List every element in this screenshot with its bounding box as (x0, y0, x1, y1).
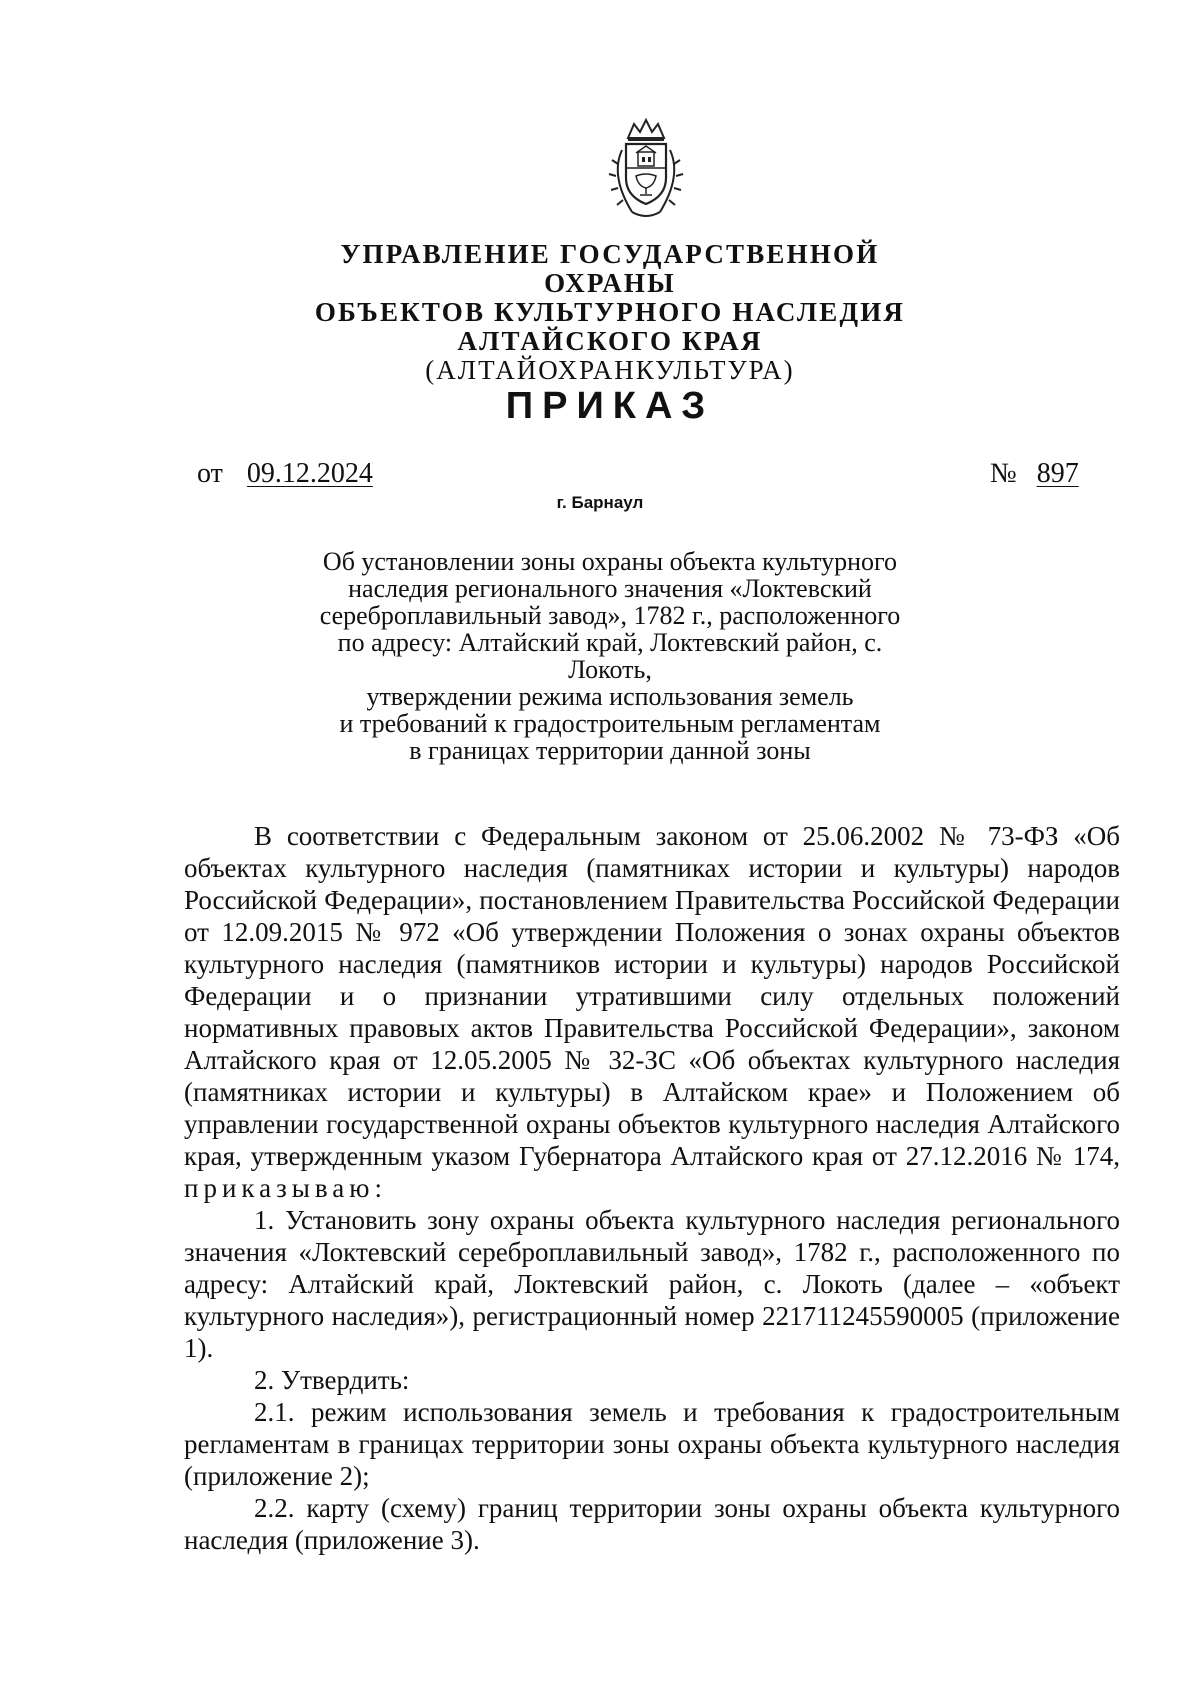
document-type-title: ПРИКАЗ (505, 385, 715, 427)
order-item-2-1: 2.1. режим использования земель и требования к градостроительным регламентам в границах территории зоны охраны объекта культурного наследия (приложение 2); (184, 1397, 1120, 1491)
order-number-field (990, 458, 1079, 490)
subject-line: утверждении режима использования земель (366, 682, 854, 711)
order-subject (300, 548, 920, 764)
preamble-paragraph (184, 820, 1120, 1204)
order-date: 09.12.2024 (246, 458, 373, 489)
subject-line: наследия регионального значения «Локтевский (348, 574, 872, 603)
order-item-2: 2. Утвердить: (254, 1365, 410, 1395)
order-item-2-2: 2.2. карту (схему) границ территории зоны охраны объекта культурного наследия (приложение 3). (184, 1493, 1120, 1555)
org-short-name: (АЛТАЙОХРАНКУЛЬТУРА) (425, 355, 795, 385)
org-line-2: ОБЪЕКТОВ КУЛЬТУРНОГО НАСЛЕДИЯ (314, 297, 906, 327)
order-number: 897 (1036, 458, 1079, 489)
order-word: приказываю: (184, 1173, 387, 1203)
order-body (184, 820, 1120, 1556)
subject-line: в границах территории данной зоны (409, 736, 811, 765)
subject-line: по адресу: Алтайский край, Локтевский район, с. Локоть, (337, 628, 883, 684)
order-item-1: 1. Установить зону охраны объекта культурного наследия регионального значения «Локтевский сереброплавильный завод», 1782 г., расположенного по адресу: Алтайский край, Локтевский район, с. Локоть (далее – «объект культурного наследия»), регистрационный номер 221711245590005 (приложение 1). (184, 1205, 1120, 1363)
date-label: от (197, 458, 223, 489)
coat-of-arms-icon (596, 116, 696, 226)
org-line-1: УПРАВЛЕНИЕ ГОСУДАРСТВЕННОЙ ОХРАНЫ (340, 239, 880, 298)
issue-city: г. Барнаул (556, 493, 644, 512)
number-label: № (990, 458, 1017, 489)
subject-line: Об установлении зоны охраны объекта культурного (322, 547, 898, 576)
organization-name (280, 240, 940, 385)
subject-line: и требований к градостроительным регламентам (339, 709, 881, 738)
coat-of-arms-emblem (596, 116, 696, 226)
subject-line: сереброплавильный завод», 1782 г., расположенного (319, 601, 901, 630)
order-date-field (197, 458, 373, 490)
org-line-3: АЛТАЙСКОГО КРАЯ (457, 326, 763, 356)
preamble-text: В соответствии с Федеральным законом от 25.06.2002 № 73-ФЗ «Об объектах культурного наследия (памятниках истории и культуры) народов Российской Федерации», постановлением Правительства Российской Федерации от 12.09.2015 № 972 «Об утверждении Положения о зонах охраны объектов культурного наследия (памятников истории и культуры) народов Российской Федерации и о признании утратившими силу отдельных положений нормативных правовых актов Правительства Российской Федерации», законом Алтайского края от 12.05.2005 № 32-ЗС «Об объектах культурного наследия (памятниках истории и культуры) в Алтайском крае» и Положением об управлении государственной охраны объектов культурного наследия Алтайского края, утвержденным указом Губернатора Алтайского края от 27.12.2016 № 174, (184, 821, 1120, 1171)
